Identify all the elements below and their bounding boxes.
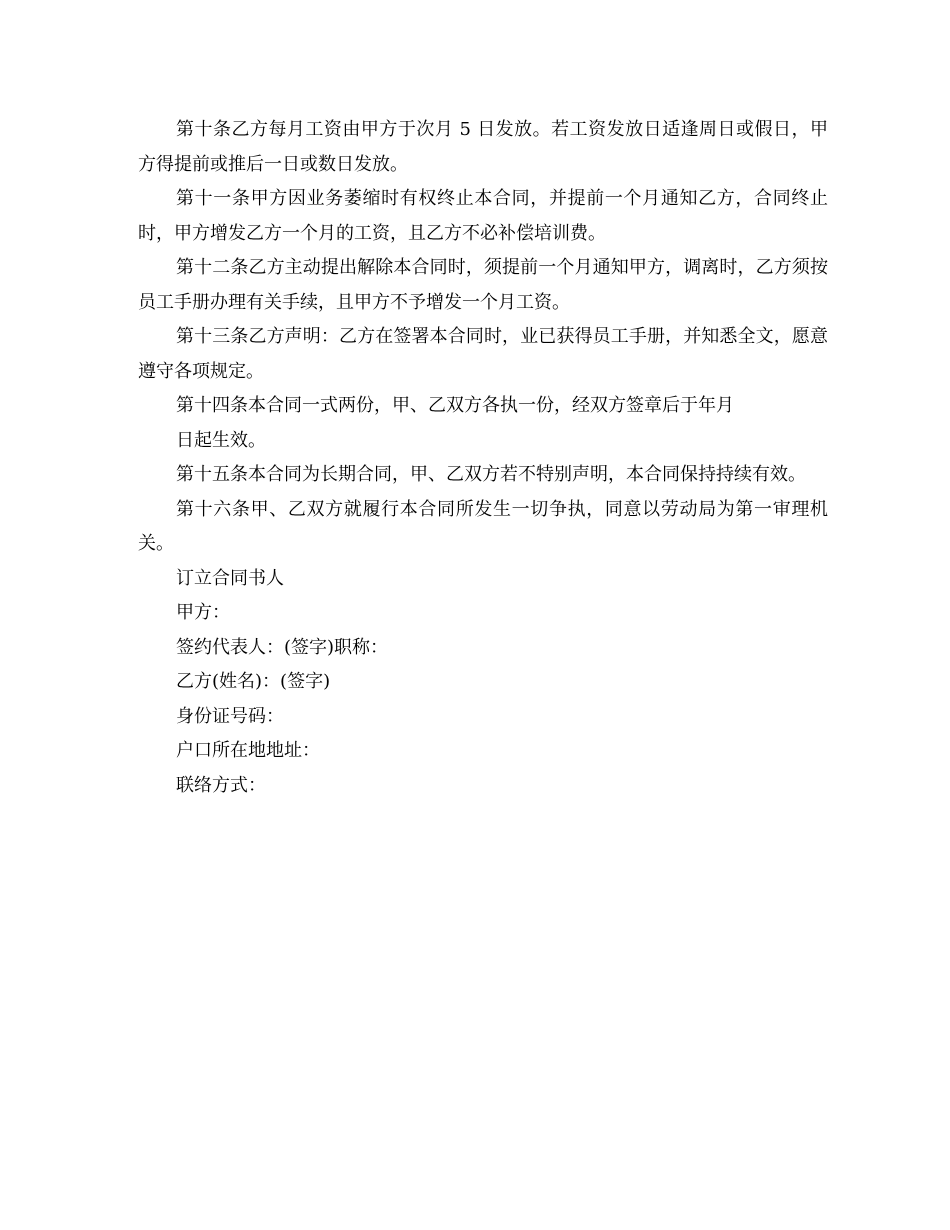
clause-11: 第十一条甲方因业务萎缩时有权终止本合同，并提前一个月通知乙方，合同终止时，甲方增发乙方一个月的工资，且乙方不必补偿培训费。	[138, 188, 828, 244]
representative-label: 签约代表人：(签字)职称：	[176, 636, 389, 658]
clause-12: 第十二条乙方主动提出解除本合同时，须提前一个月通知甲方，调离时，乙方须按员工手册办理有关手续，且甲方不予增发一个月工资。	[138, 257, 828, 313]
signature-heading: 订立合同书人	[176, 567, 284, 589]
signature-block	[138, 562, 828, 804]
clause-15: 第十五条本合同为长期合同，甲、乙双方若不特别声明，本合同保持持续有效。	[176, 464, 806, 485]
household-address-label: 户口所在地地址：	[176, 740, 320, 761]
party-b-label: 乙方(姓名)：(签字)	[176, 671, 331, 692]
clause-14-line-1: 第十四条本合同一式两份，甲、乙双方各执一份，经双方签章后于年月	[176, 395, 734, 416]
contact-label: 联络方式：	[176, 774, 266, 796]
clause-10: 第十条乙方每月工资由甲方于次月 5 日发放。若工资发放日适逢周日或假日，甲方得提前或推后一日或数日发放。	[138, 119, 828, 175]
clause-13: 第十三条乙方声明：乙方在签署本合同时，业已获得员工手册，并知悉全文，愿意遵守各项规定。	[138, 326, 828, 382]
clause-16: 第十六条甲、乙双方就履行本合同所发生一切争执，同意以劳动局为第一审理机关。	[138, 498, 828, 554]
id-number-label: 身份证号码：	[176, 705, 284, 727]
clause-14	[138, 389, 828, 458]
party-a-label: 甲方：	[176, 602, 230, 623]
contract-body	[138, 113, 828, 803]
clause-14-line-2: 日起生效。	[176, 429, 266, 451]
